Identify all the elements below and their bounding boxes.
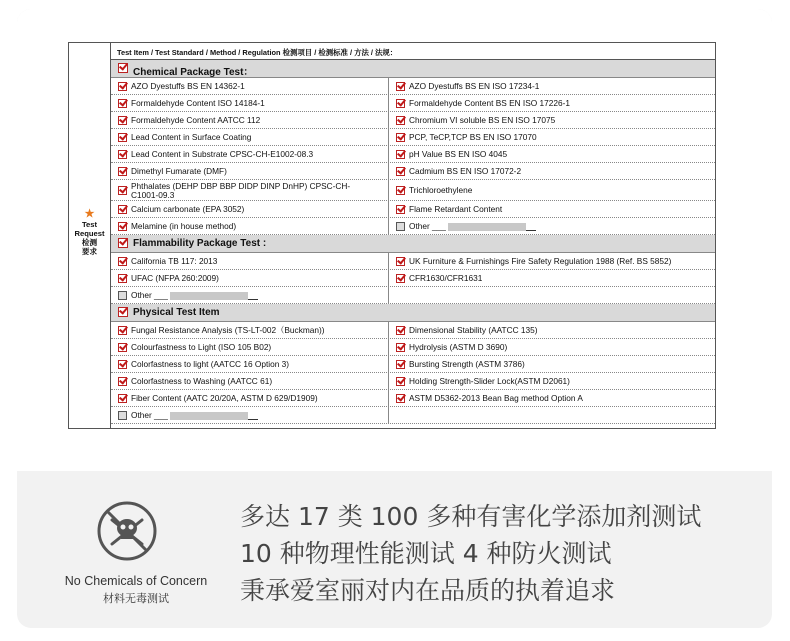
- item-label: CFR1630/CFR1631: [409, 273, 483, 283]
- checkbox-icon[interactable]: [396, 360, 405, 369]
- item-label: Colorfastness to Washing (AATCC 61): [131, 376, 273, 386]
- item-label: pH Value BS EN ISO 4045: [409, 149, 508, 159]
- checkbox-icon[interactable]: [396, 205, 405, 214]
- checkbox-icon[interactable]: [118, 116, 127, 125]
- item-label: California TB 117: 2013: [131, 256, 218, 266]
- test-item-row: [111, 390, 715, 407]
- checkbox-icon[interactable]: [396, 82, 405, 91]
- left-cell: [111, 322, 389, 338]
- item-label: Dimensional Stability (AATCC 135): [409, 325, 538, 335]
- checkbox-icon[interactable]: [118, 99, 127, 108]
- checkbox-icon[interactable]: [118, 411, 127, 420]
- test-item-row: [111, 373, 715, 390]
- checkbox-icon[interactable]: [118, 150, 127, 159]
- item-label: Formaldehyde Content ISO 14184-1: [131, 98, 265, 108]
- info-card: [17, 9, 772, 628]
- item-label: AZO Dyestuffs BS EN 14362-1: [131, 81, 245, 91]
- left-cell: [111, 407, 389, 423]
- right-cell: [389, 163, 715, 179]
- test-item-row: [111, 322, 715, 339]
- left-cell: [111, 356, 389, 372]
- other-field: Other ___: [131, 291, 258, 300]
- item-label: Flame Retardant Content: [409, 204, 503, 214]
- item-label: Holding Strength-Slider Lock(ASTM D2061): [409, 376, 570, 386]
- checkbox-icon[interactable]: [396, 186, 405, 195]
- item-label: AZO Dyestuffs BS EN ISO 17234-1: [409, 81, 540, 91]
- item-label: Dimethyl Fumarate (DMF): [131, 166, 227, 176]
- left-cell: [111, 339, 389, 355]
- test-request-form: [68, 42, 716, 429]
- test-item-row: [111, 180, 715, 201]
- right-cell: [389, 201, 715, 217]
- right-cell: [389, 129, 715, 145]
- checkbox-icon[interactable]: [118, 186, 127, 195]
- test-item-row: [111, 129, 715, 146]
- test-item-row: [111, 339, 715, 356]
- test-item-row: [111, 253, 715, 270]
- checkbox-icon[interactable]: [118, 274, 127, 283]
- right-cell: [389, 373, 715, 389]
- left-cell: [111, 390, 389, 406]
- slogan-line-1: 多达 17 类 100 多种有害化学添加剂测试: [240, 502, 702, 531]
- right-cell: [389, 95, 715, 111]
- item-label: Formaldehyde Content AATCC 112: [131, 115, 261, 125]
- checkbox-icon[interactable]: [118, 63, 128, 73]
- checkbox-icon[interactable]: [118, 360, 127, 369]
- checkbox-icon[interactable]: [118, 238, 128, 248]
- checkbox-icon[interactable]: [396, 377, 405, 386]
- test-item-row: [111, 218, 715, 235]
- checkbox-icon[interactable]: [396, 116, 405, 125]
- checkbox-icon[interactable]: [118, 167, 127, 176]
- test-item-row: [111, 356, 715, 373]
- checkbox-icon[interactable]: [118, 133, 127, 142]
- right-cell: [389, 390, 715, 406]
- right-cell: [389, 356, 715, 372]
- bottom-panel: [17, 471, 772, 628]
- item-label: Phthalates (DEHP DBP BBP DIDP DINP DnHP) CPSC-CH- C1001-09.3: [131, 181, 351, 200]
- item-label: PCP, TeCP,TCP BS EN ISO 17070: [409, 132, 537, 142]
- left-cell: [111, 180, 389, 200]
- other-input[interactable]: [448, 223, 526, 231]
- section-chemical: Chemical Package Test：: [111, 60, 715, 78]
- star-icon: ★: [84, 208, 95, 220]
- section-physical: Physical Test Item: [111, 304, 715, 322]
- test-item-row: [111, 146, 715, 163]
- item-label: Formaldehyde Content BS EN ISO 17226-1: [409, 98, 570, 108]
- item-label: UFAC (NFPA 260:2009): [131, 273, 219, 283]
- checkbox-icon[interactable]: [118, 291, 127, 300]
- test-item-row: [111, 78, 715, 95]
- right-cell: [389, 253, 715, 269]
- right-cell: [389, 180, 715, 200]
- test-item-row: [111, 95, 715, 112]
- badge-title-en: No Chemicals of Concern: [64, 574, 208, 588]
- item-label: Colorfastness to light (AATCC 16 Option 3): [131, 359, 290, 369]
- item-label: Fiber Content (AATC 20/20A, ASTM D 629/D1909): [131, 393, 318, 403]
- form-grid: [111, 43, 715, 424]
- checkbox-icon[interactable]: [118, 343, 127, 352]
- checkbox-icon[interactable]: [118, 82, 127, 91]
- left-cell: [111, 201, 389, 217]
- underline: [526, 222, 536, 231]
- no-toxic-icon: [96, 500, 158, 562]
- left-cell: [111, 270, 389, 286]
- form-header: Test Item / Test Standard / Method / Regulation 检测项目 / 检测标准 / 方法 / 法规：: [111, 43, 715, 60]
- right-cell: [389, 112, 715, 128]
- test-request-label: ★ Test Request 检测 要求: [69, 209, 110, 256]
- checkbox-icon[interactable]: [396, 343, 405, 352]
- checkbox-icon[interactable]: [118, 394, 127, 403]
- checkbox-icon[interactable]: [396, 274, 405, 283]
- item-label: Colourfastness to Light (ISO 105 B02): [131, 342, 272, 352]
- checkbox-icon[interactable]: [118, 222, 127, 231]
- test-item-row: [111, 163, 715, 180]
- item-label: ASTM D5362-2013 Bean Bag method Option A: [409, 393, 583, 403]
- checkbox-icon[interactable]: [396, 394, 405, 403]
- checkbox-icon[interactable]: [396, 326, 405, 335]
- left-cell: [111, 146, 389, 162]
- checkbox-icon[interactable]: [396, 99, 405, 108]
- right-cell: [389, 339, 715, 355]
- checkbox-icon[interactable]: [396, 133, 405, 142]
- item-label: Fungal Resistance Analysis (TS-LT-002（Buckman)): [131, 325, 325, 335]
- side-column: [69, 43, 111, 428]
- right-cell: [389, 270, 715, 286]
- item-label: Hydrolysis (ASTM D 3690): [409, 342, 508, 352]
- checkbox-icon[interactable]: [118, 205, 127, 214]
- other-field: Other ___: [131, 411, 258, 420]
- checkbox-icon[interactable]: [396, 167, 405, 176]
- badge-title-cn: 材料无毒测试: [103, 593, 169, 605]
- checkbox-icon[interactable]: [118, 326, 127, 335]
- test-item-row: [111, 201, 715, 218]
- checkbox-icon[interactable]: [118, 377, 127, 386]
- right-cell: [389, 218, 715, 234]
- left-cell: [111, 218, 389, 234]
- item-label: Melamine (in house method): [131, 221, 237, 231]
- item-label: Cadmium BS EN ISO 17072-2: [409, 166, 522, 176]
- test-item-row: [111, 112, 715, 129]
- section-flammability: Flammability Package Test :: [111, 235, 715, 253]
- left-cell: [111, 112, 389, 128]
- checkbox-icon[interactable]: [118, 257, 127, 266]
- item-label: Trichloroethylene: [409, 185, 473, 195]
- underline: [248, 411, 258, 420]
- left-cell: [111, 253, 389, 269]
- other-field: Other ___: [409, 222, 536, 231]
- checkbox-icon[interactable]: [396, 257, 405, 266]
- checkbox-icon[interactable]: [396, 222, 405, 231]
- right-cell: [389, 287, 715, 303]
- checkbox-icon[interactable]: [396, 150, 405, 159]
- item-label: Calcium carbonate (EPA 3052): [131, 204, 245, 214]
- other-input[interactable]: [170, 292, 248, 300]
- right-cell: [389, 146, 715, 162]
- other-input[interactable]: [170, 412, 248, 420]
- right-cell: [389, 322, 715, 338]
- test-item-row: [111, 270, 715, 287]
- test-item-row: [111, 407, 715, 424]
- test-item-row: [111, 287, 715, 304]
- item-label: Lead Content in Substrate CPSC-CH-E1002-08.3: [131, 149, 314, 159]
- item-label: UK Furniture & Furnishings Fire Safety Regulation 1988 (Ref. BS 5852): [409, 256, 672, 266]
- left-cell: [111, 163, 389, 179]
- checkbox-icon[interactable]: [118, 307, 128, 317]
- slogan-line-3: 秉承爱室丽对内在品质的执着追求: [240, 576, 616, 605]
- item-label: Chromium VI soluble BS EN ISO 17075: [409, 115, 556, 125]
- left-cell: [111, 78, 389, 94]
- left-cell: [111, 129, 389, 145]
- right-cell: [389, 407, 715, 423]
- left-cell: [111, 95, 389, 111]
- slogan-line-2: 10 种物理性能测试 4 种防火测试: [240, 539, 612, 568]
- item-label: Bursting Strength (ASTM 3786): [409, 359, 525, 369]
- right-cell: [389, 78, 715, 94]
- left-cell: [111, 287, 389, 303]
- underline: [248, 291, 258, 300]
- item-label: Lead Content in Surface Coating: [131, 132, 252, 142]
- left-cell: [111, 373, 389, 389]
